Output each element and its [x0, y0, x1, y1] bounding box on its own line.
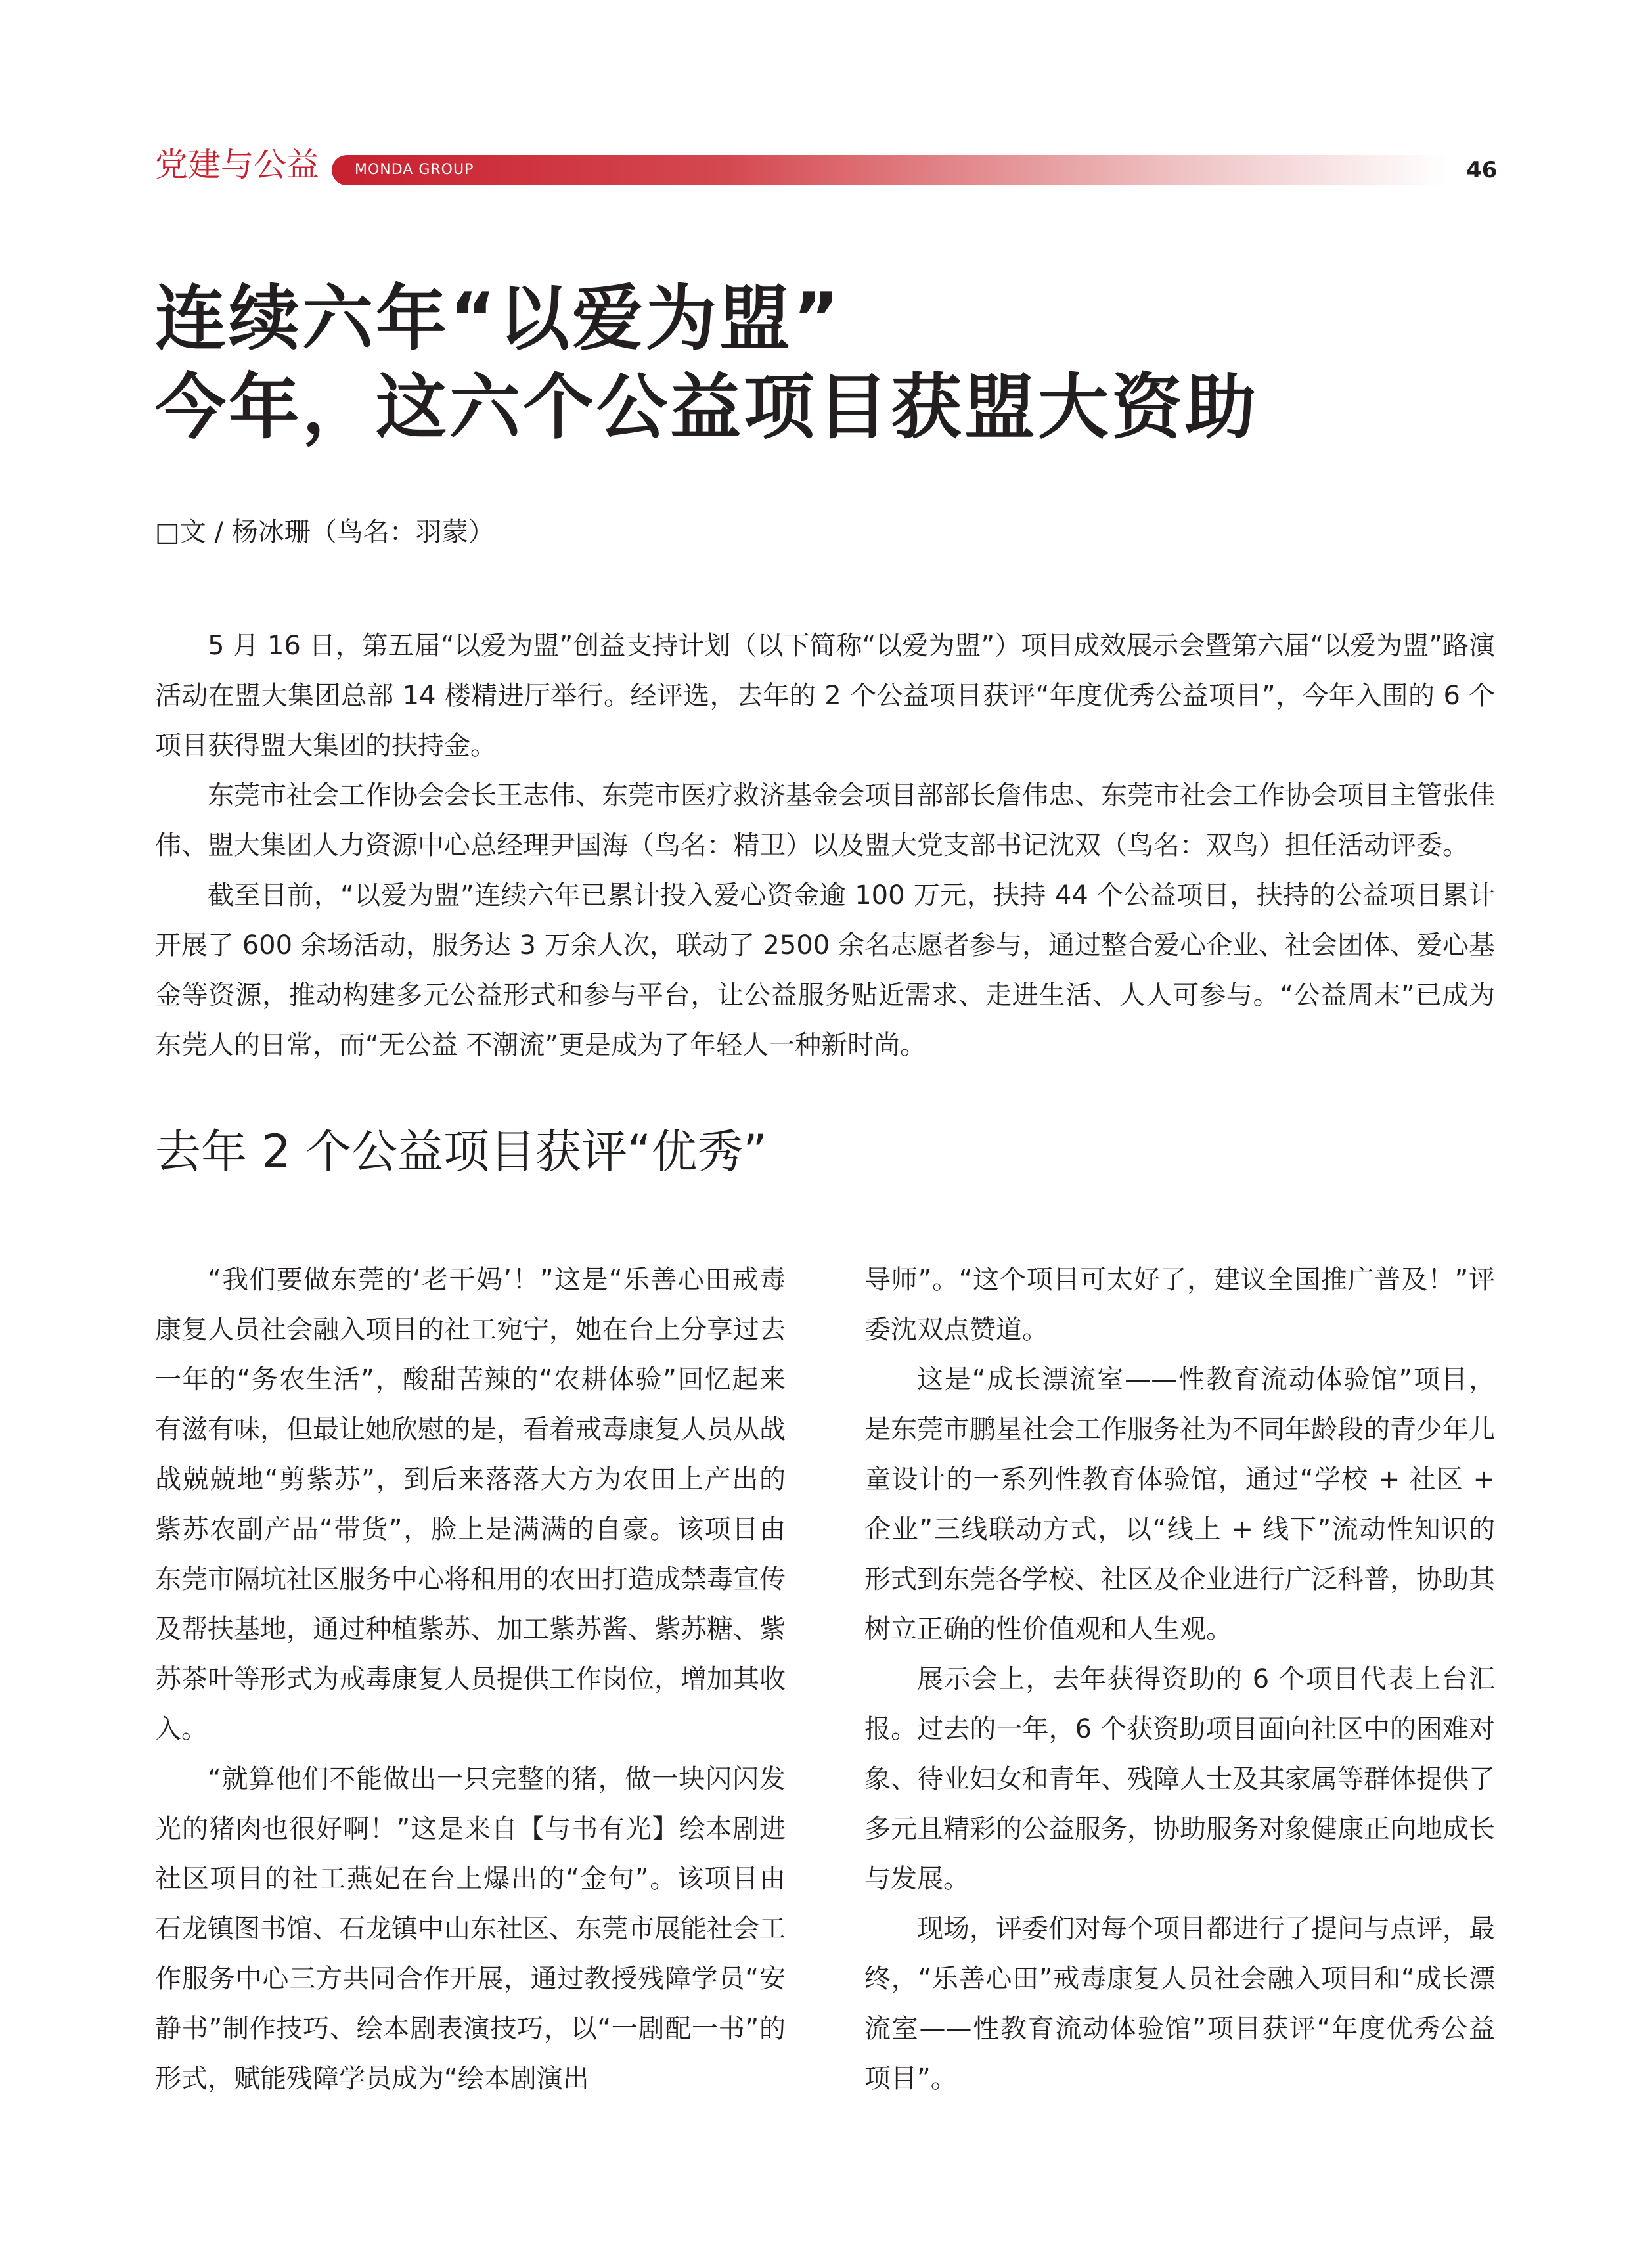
article-title-line-1: 连续六年“以爱为盟” [155, 278, 842, 360]
intro-paragraph: 截至目前，“以爱为盟”连续六年已累计投入爱心资金逾 100 万元，扶持 44 个公益项目，扶持的公益项目累计开展了 600 余场活动，服务达 3 万余人次，联动了 2500 余名志愿者参与，通过整合爱心企业、社会团体、爱心基金等资源，推动构建多元公益形式和参与平台，让公益服务贴近需求、走进生活、人人可参与。“公益周末”已成为东莞人的日常，而“无公益 不潮流”更是成为了年轻人一种新时尚。 [155, 880, 1495, 1060]
intro-paragraph: 东莞市社会工作协会会长王志伟、东莞市医疗救济基金会项目部部长詹伟忠、东莞市社会工作协会项目主管张佳伟、盟大集团人力资源中心总经理尹国海（鸟名：精卫）以及盟大党支部书记沈双（鸟名：双鸟）担任活动评委。 [155, 780, 1495, 861]
body-paragraph: 现场，评委们对每个项目都进行了提问与点评，最终，“乐善心田”戒毒康复人员社会融入项目和“成长漂流室——性教育流动体验馆”项目获评“年度优秀公益项目”。 [864, 1914, 1495, 2094]
left-column [155, 1255, 786, 2104]
header-gradient-bar [332, 155, 1448, 185]
intro-paragraph: 5 月 16 日，第五届“以爱为盟”创益支持计划（以下简称“以爱为盟”）项目成效展示会暨第六届“以爱为盟”路演活动在盟大集团总部 14 楼精进厅举行。经评选，去年的 2 个公益项目获评“年度优秀公益项目”，今年入围的 6 个项目获得盟大集团的扶持金。 [155, 631, 1495, 761]
page-number: 46 [1466, 157, 1498, 183]
body-paragraph: “我们要做东莞的‘老干妈’！”这是“乐善心田戒毒康复人员社会融入项目的社工宛宁，她在台上分享过去一年的“务农生活”，酸甜苦辣的“农耕体验”回忆起来有滋有味，但最让她欣慰的是，看着戒毒康复人员从战战兢兢地“剪紫苏”，到后来落落大方为农田上产出的紫苏农副产品“带货”，脸上是满满的自豪。该项目由东莞市隔坑社区服务中心将租用的农田打造成禁毒宣传及帮扶基地，通过种植紫苏、加工紫苏酱、紫苏糖、紫苏茶叶等形式为戒毒康复人员提供工作岗位，增加其收入。 [155, 1265, 786, 1744]
body-paragraph: 展示会上，去年获得资助的 6 个项目代表上台汇报。过去的一年，6 个获资助项目面向社区中的困难对象、待业妇女和青年、残障人士及其家属等群体提供了多元且精彩的公益服务，协助服务对象健康正向地成长与发展。 [864, 1664, 1495, 1894]
article-title-line-2: 今年，这六个公益项目获盟大资助 [155, 367, 1259, 449]
body-paragraph: “就算他们不能做出一只完整的猪，做一块闪闪发光的猪肉也很好啊！”这是来自【与书有光】绘本剧进社区项目的社工燕妃在台上爆出的“金句”。该项目由石龙镇图书馆、石龙镇中山东社区、东莞市展能社会工作服务中心三方共同合作开展，通过教授残障学员“安静书”制作技巧、绘本剧表演技巧，以“一剧配一书”的形式，赋能残障学员成为“绘本剧演出 [155, 1764, 786, 2094]
section-heading: 去年 2 个公益项目获评“优秀” [155, 1125, 767, 1179]
body-paragraph: 这是“成长漂流室——性教育流动体验馆”项目，是东莞市鹏星社会工作服务社为不同年龄段的青少年儿童设计的一系列性教育体验馆，通过“学校 + 社区 + 企业”三线联动方式，以“线上 + 线下”流动性知识的形式到东莞各学校、社区及企业进行广泛科普，协助其树立正确的性价值观和人生观。 [864, 1365, 1495, 1644]
article-title [155, 275, 1259, 452]
body-paragraph-continued: 导师”。“这个项目可太好了，建议全国推广普及！”评委沈双点赞道。 [864, 1265, 1495, 1345]
right-column [864, 1255, 1495, 2104]
intro-section [155, 621, 1495, 1070]
brand-label: MONDA GROUP [355, 162, 474, 178]
byline: □文 / 杨冰珊（鸟名：羽蒙） [155, 517, 495, 547]
section-label: 党建与公益 [155, 146, 319, 184]
